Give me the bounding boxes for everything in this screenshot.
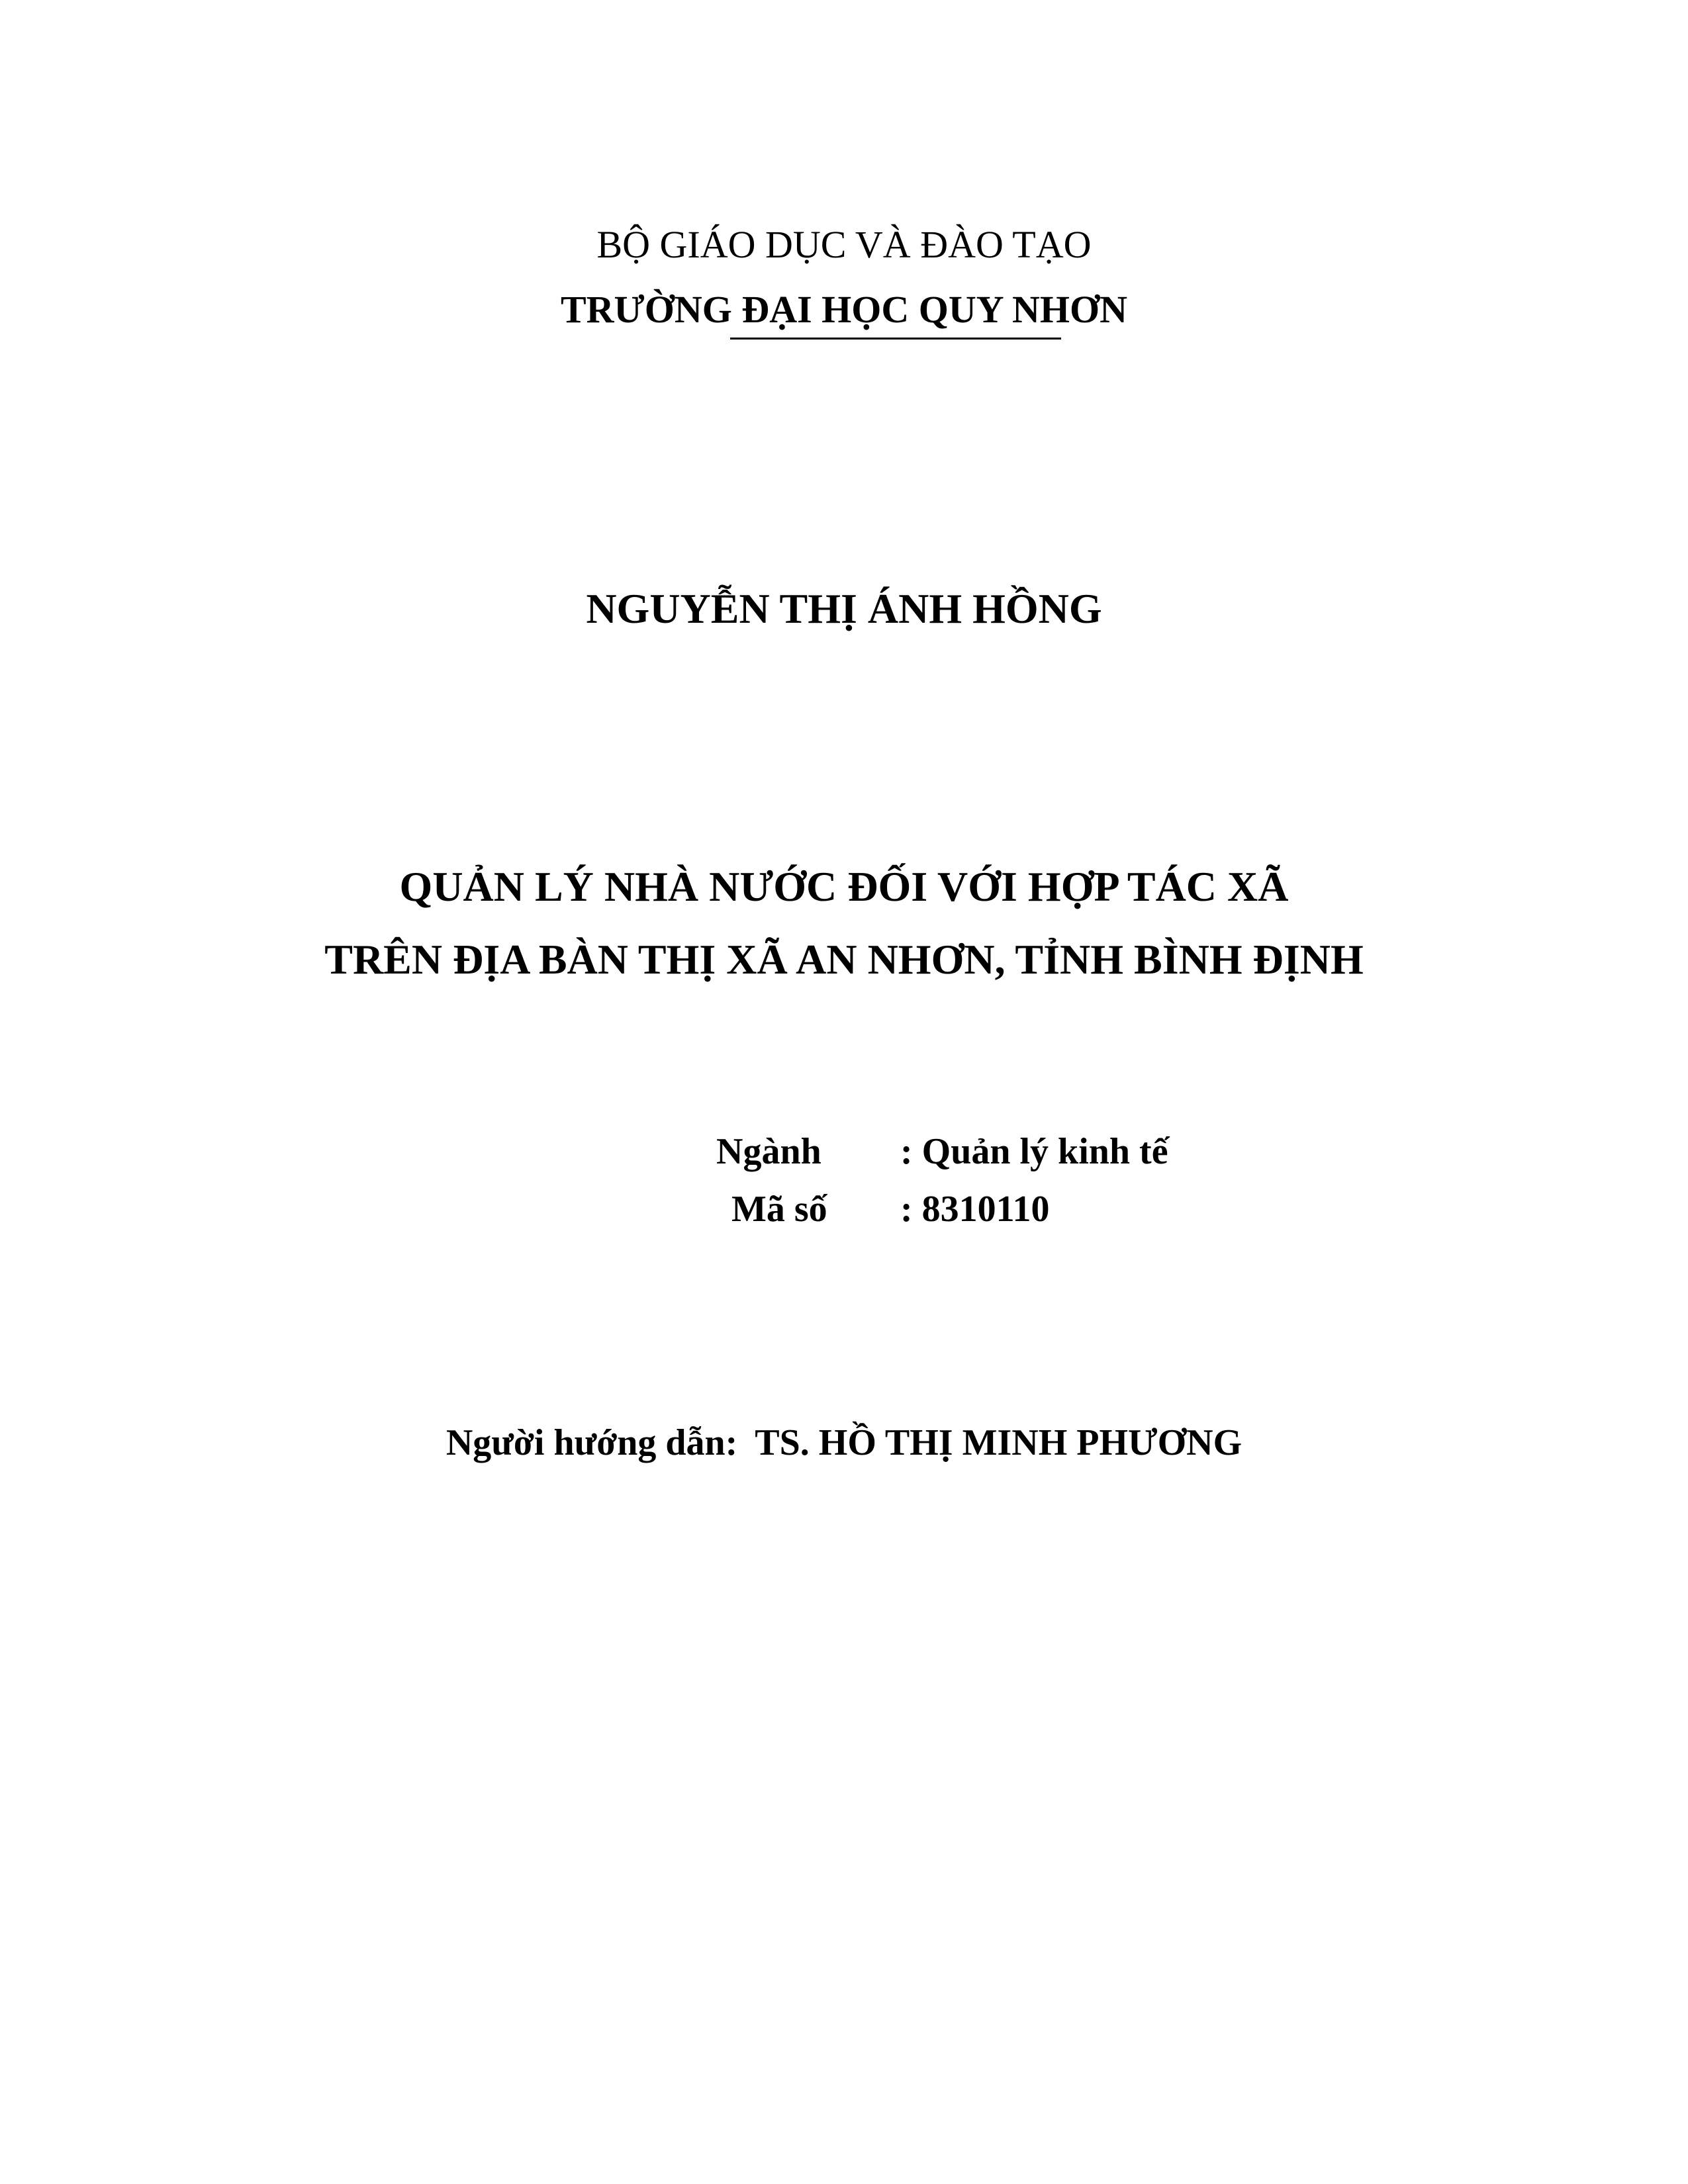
- code-value: : 8310110: [900, 1189, 1050, 1230]
- thesis-title-line-2: TRÊN ĐỊA BÀN THỊ XÃ AN NHƠN, TỈNH BÌNH ĐỊNH: [324, 936, 1364, 983]
- thesis-title-line-1: QUẢN LÝ NHÀ NƯỚC ĐỐI VỚI HỢP TÁC XÃ: [399, 863, 1289, 910]
- major-value: : Quản lý kinh tế: [900, 1131, 1168, 1172]
- code-label: Mã số: [731, 1189, 827, 1230]
- supervisor-line: [0, 1416, 1688, 1469]
- supervisor-label: Người hướng dẫn:: [445, 1422, 738, 1463]
- university-name: TRƯỜNG ĐẠI HỌC QUY NHƠN: [560, 288, 1128, 331]
- header-underline: [730, 338, 1061, 340]
- author-name: NGUYỄN THỊ ÁNH HỒNG: [586, 585, 1102, 632]
- major-label: Ngành: [716, 1131, 821, 1172]
- ministry-name: BỘ GIÁO DỤC VÀ ĐÀO TẠO: [596, 223, 1092, 266]
- supervisor-name: TS. HỒ THỊ MINH PHƯƠNG: [755, 1422, 1243, 1463]
